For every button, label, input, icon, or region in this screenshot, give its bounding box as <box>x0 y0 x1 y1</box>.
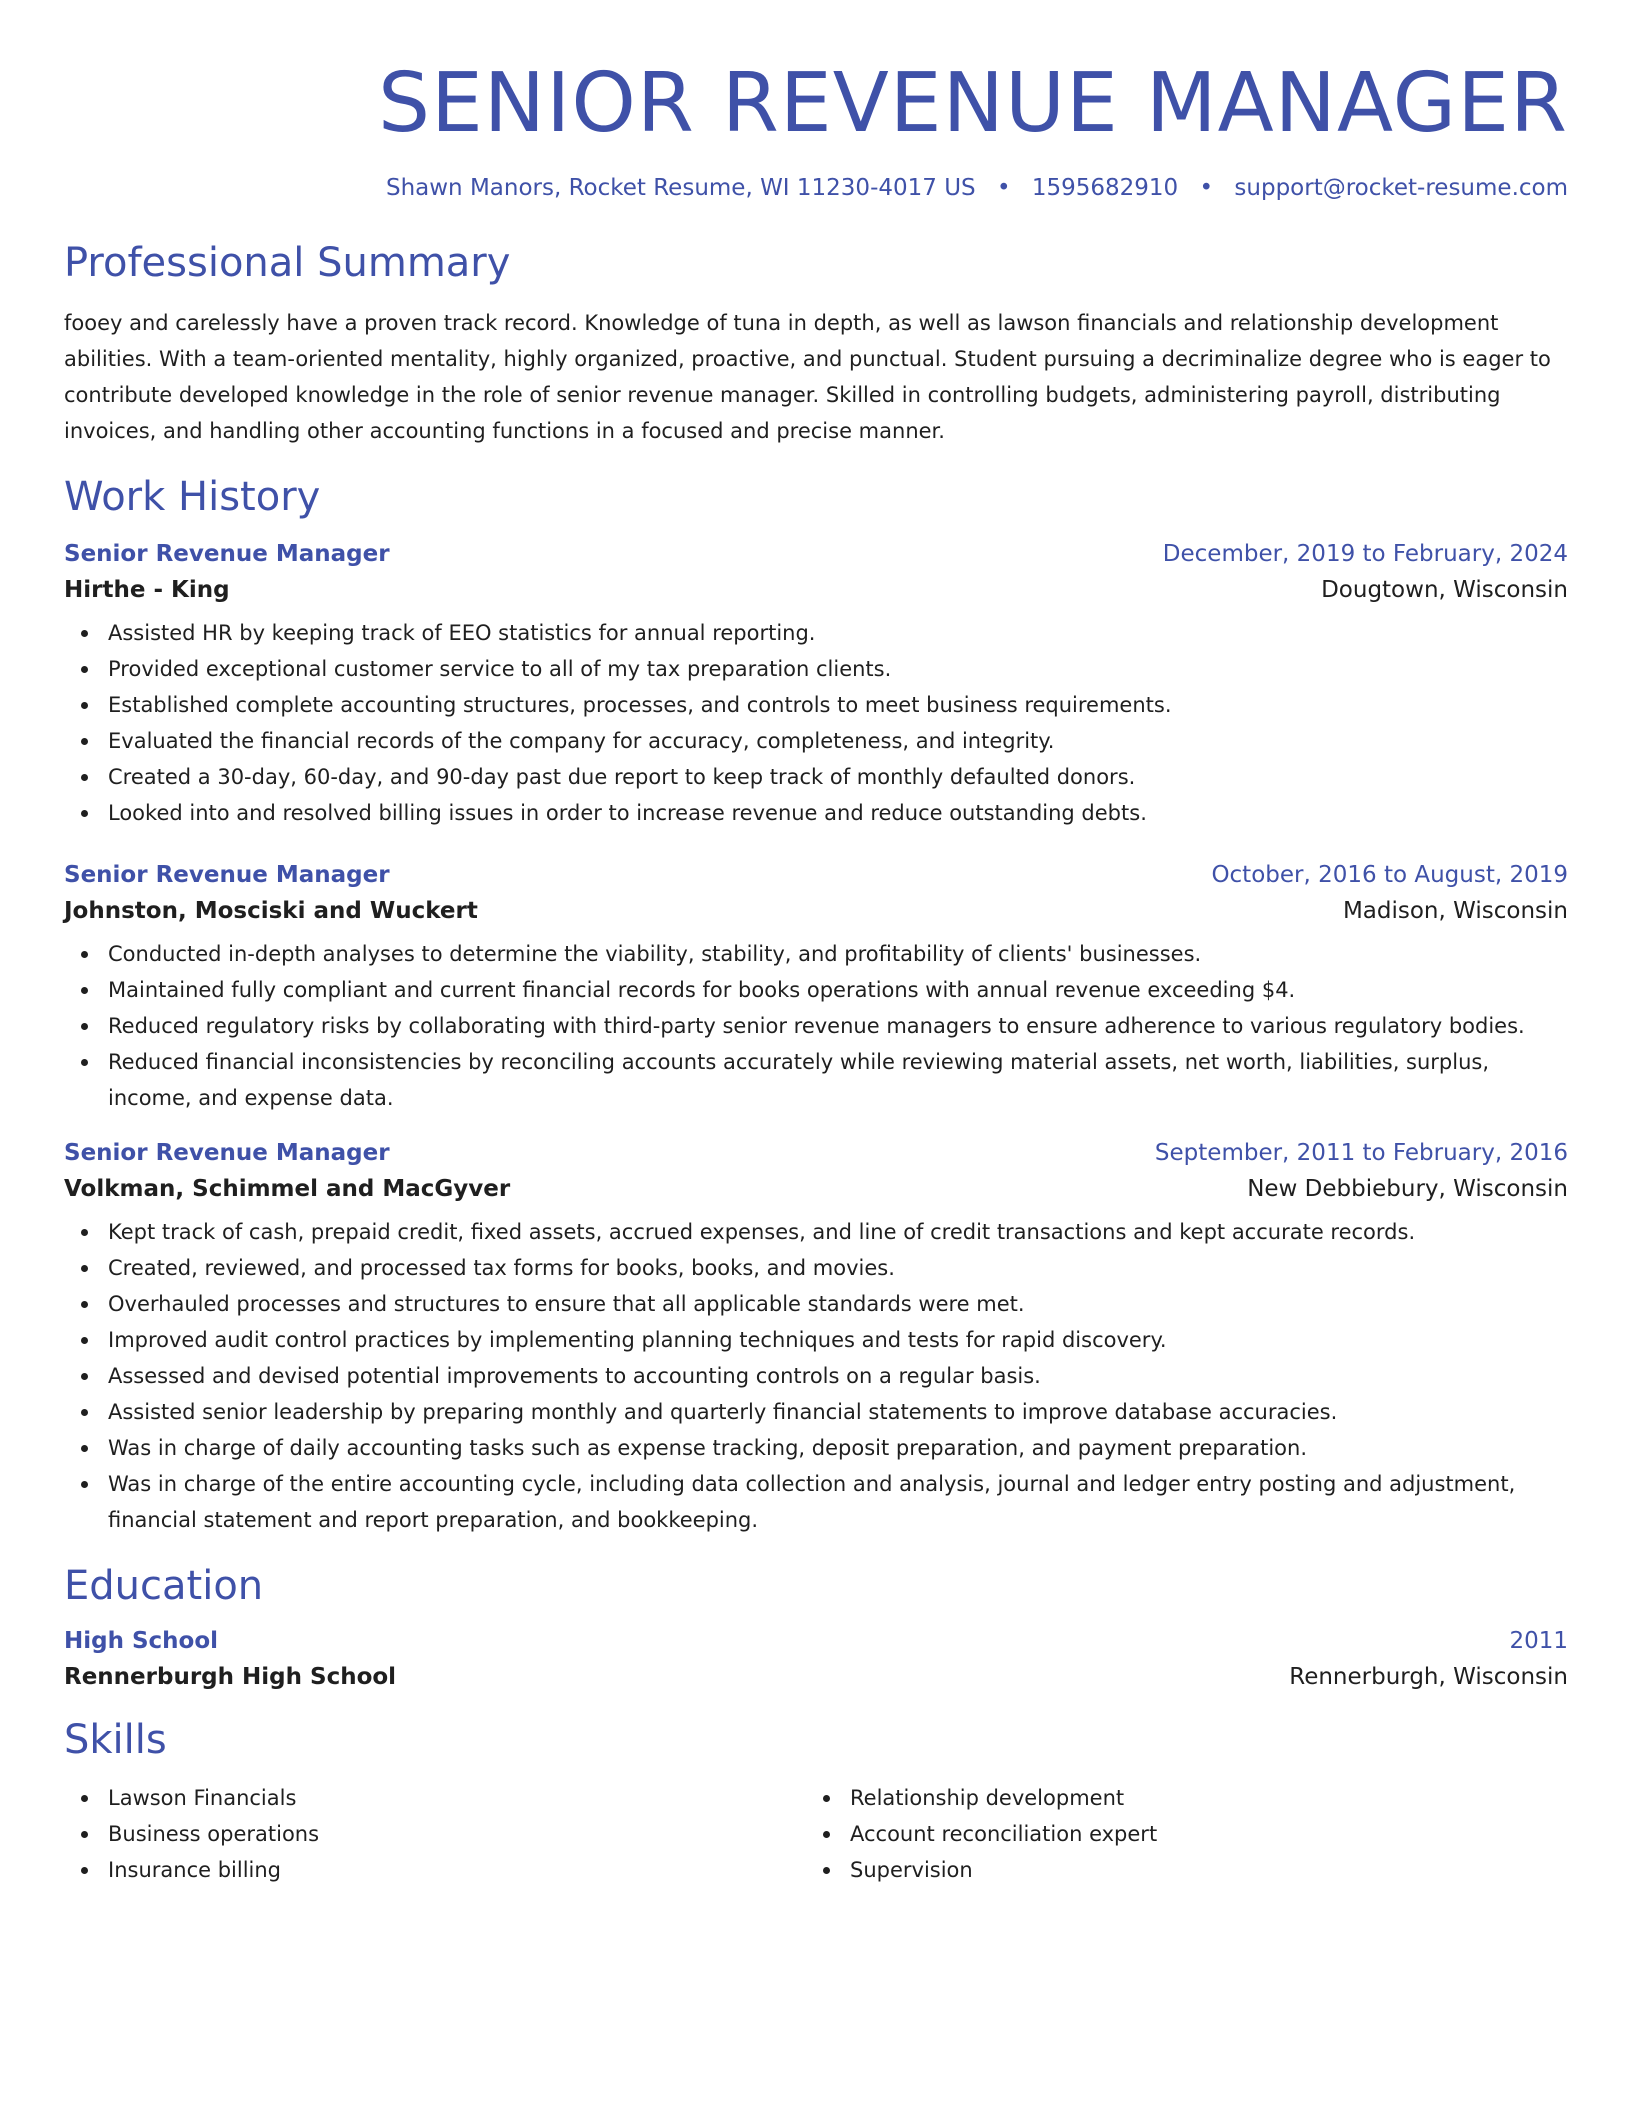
section-title-skills: Skills <box>64 1717 167 1763</box>
job-entry <box>64 862 1568 1116</box>
education-year: 2011 <box>1509 1628 1568 1654</box>
job-company: Hirthe - King <box>64 577 230 603</box>
list-item: Was in charge of daily accounting tasks such as expense tracking, deposit preparation, and payment preparation. <box>64 1430 1568 1466</box>
list-item: Assisted senior leadership by preparing monthly and quarterly financial statements to improve database accuracies. <box>64 1394 1568 1430</box>
list-item: Insurance billing <box>64 1852 806 1888</box>
summary-text: fooey and carelessly have a proven track record. Knowledge of tuna in depth, as well as lawson financials and relationship development abilities. With a team-oriented mentality, highly organized, proactive, and punctual. Student pursuing a decriminalize degree who is eager to contribute developed knowledge in the role of senior revenue manager. Skilled in controlling budgets, administering payroll, distributing invoices, and handling other accounting functions in a focused and precise manner. <box>64 311 1551 443</box>
job-bullets <box>64 936 1568 1116</box>
skills-columns <box>64 1780 1568 1888</box>
job-title: Senior Revenue Manager <box>64 1140 390 1166</box>
contact-line <box>64 175 1568 201</box>
section-title-education: Education <box>64 1563 264 1609</box>
list-item: Improved audit control practices by implementing planning techniques and tests for rapid discovery. <box>64 1322 1568 1358</box>
summary-section <box>64 240 1568 449</box>
list-item: Provided exceptional customer service to all of my tax preparation clients. <box>64 651 1568 687</box>
list-item: Account reconciliation expert <box>806 1816 1548 1852</box>
list-item: Kept track of cash, prepaid credit, fixed assets, accrued expenses, and line of credit transactions and kept accurate records. <box>64 1214 1568 1250</box>
education-degree: High School <box>64 1628 219 1654</box>
contact-separator: • <box>1199 175 1214 201</box>
job-location: Madison, Wisconsin <box>1342 898 1568 924</box>
contact-phone[interactable]: 1595682910 <box>1031 175 1179 201</box>
skills-list-right <box>806 1780 1548 1888</box>
education-location: Rennerburgh, Wisconsin <box>1289 1664 1568 1690</box>
list-item: Was in charge of the entire accounting cycle, including data collection and analysis, journal and ledger entry posting and adjustment, financial statement and report preparation, and bookkeeping. <box>64 1466 1568 1538</box>
skills-list-left <box>64 1780 806 1888</box>
job-entry <box>64 541 1568 831</box>
job-dates: October, 2016 to August, 2019 <box>1211 862 1568 888</box>
list-item: Relationship development <box>806 1780 1548 1816</box>
section-title-work: Work History <box>64 474 321 520</box>
education-school: Rennerburgh High School <box>64 1664 397 1690</box>
job-title: Senior Revenue Manager <box>64 541 390 567</box>
job-location: New Debbiebury, Wisconsin <box>1247 1176 1568 1202</box>
education-entry <box>64 1628 1568 1690</box>
list-item: Conducted in-depth analyses to determine the viability, stability, and profitability of clients' businesses. <box>64 936 1568 972</box>
list-item: Created, reviewed, and processed tax forms for books, books, and movies. <box>64 1250 1568 1286</box>
job-company: Volkman, Schimmel and MacGyver <box>64 1176 511 1202</box>
job-company: Johnston, Mosciski and Wuckert <box>64 898 478 924</box>
candidate-title: SENIOR REVENUE MANAGER <box>377 56 1568 151</box>
list-item: Looked into and resolved billing issues in order to increase revenue and reduce outstanding debts. <box>64 795 1568 831</box>
list-item: Reduced regulatory risks by collaborating with third-party senior revenue managers to ensure adherence to various regulatory bodies. <box>64 1008 1568 1044</box>
list-item: Established complete accounting structures, processes, and controls to meet business requirements. <box>64 687 1568 723</box>
contact-separator: • <box>996 175 1011 201</box>
list-item: Overhauled processes and structures to ensure that all applicable standards were met. <box>64 1286 1568 1322</box>
skills-section <box>64 1717 1568 1888</box>
resume-page <box>64 0 1568 1888</box>
list-item: Assessed and devised potential improvements to accounting controls on a regular basis. <box>64 1358 1568 1394</box>
section-title-summary: Professional Summary <box>64 240 511 286</box>
work-section <box>64 474 1568 1538</box>
list-item: Evaluated the financial records of the company for accuracy, completeness, and integrity. <box>64 723 1568 759</box>
job-dates: December, 2019 to February, 2024 <box>1162 541 1568 567</box>
education-section <box>64 1563 1568 1690</box>
list-item: Created a 30-day, 60-day, and 90-day past due report to keep track of monthly defaulted donors. <box>64 759 1568 795</box>
job-bullets <box>64 615 1568 831</box>
list-item: Supervision <box>806 1852 1548 1888</box>
job-entry <box>64 1140 1568 1538</box>
list-item: Maintained fully compliant and current financial records for books operations with annual revenue exceeding $4. <box>64 972 1568 1008</box>
job-bullets <box>64 1214 1568 1538</box>
list-item: Business operations <box>64 1816 806 1852</box>
list-item: Lawson Financials <box>64 1780 806 1816</box>
job-dates: September, 2011 to February, 2016 <box>1154 1140 1568 1166</box>
contact-address: Shawn Manors, Rocket Resume, WI 11230-4017 US <box>385 175 976 201</box>
list-item: Reduced financial inconsistencies by reconciling accounts accurately while reviewing material assets, net worth, liabilities, surplus, income, and expense data. <box>64 1044 1568 1116</box>
job-location: Dougtown, Wisconsin <box>1321 577 1568 603</box>
job-title: Senior Revenue Manager <box>64 862 390 888</box>
list-item: Assisted HR by keeping track of EEO statistics for annual reporting. <box>64 615 1568 651</box>
contact-email[interactable]: support@rocket-resume.com <box>1234 175 1568 201</box>
